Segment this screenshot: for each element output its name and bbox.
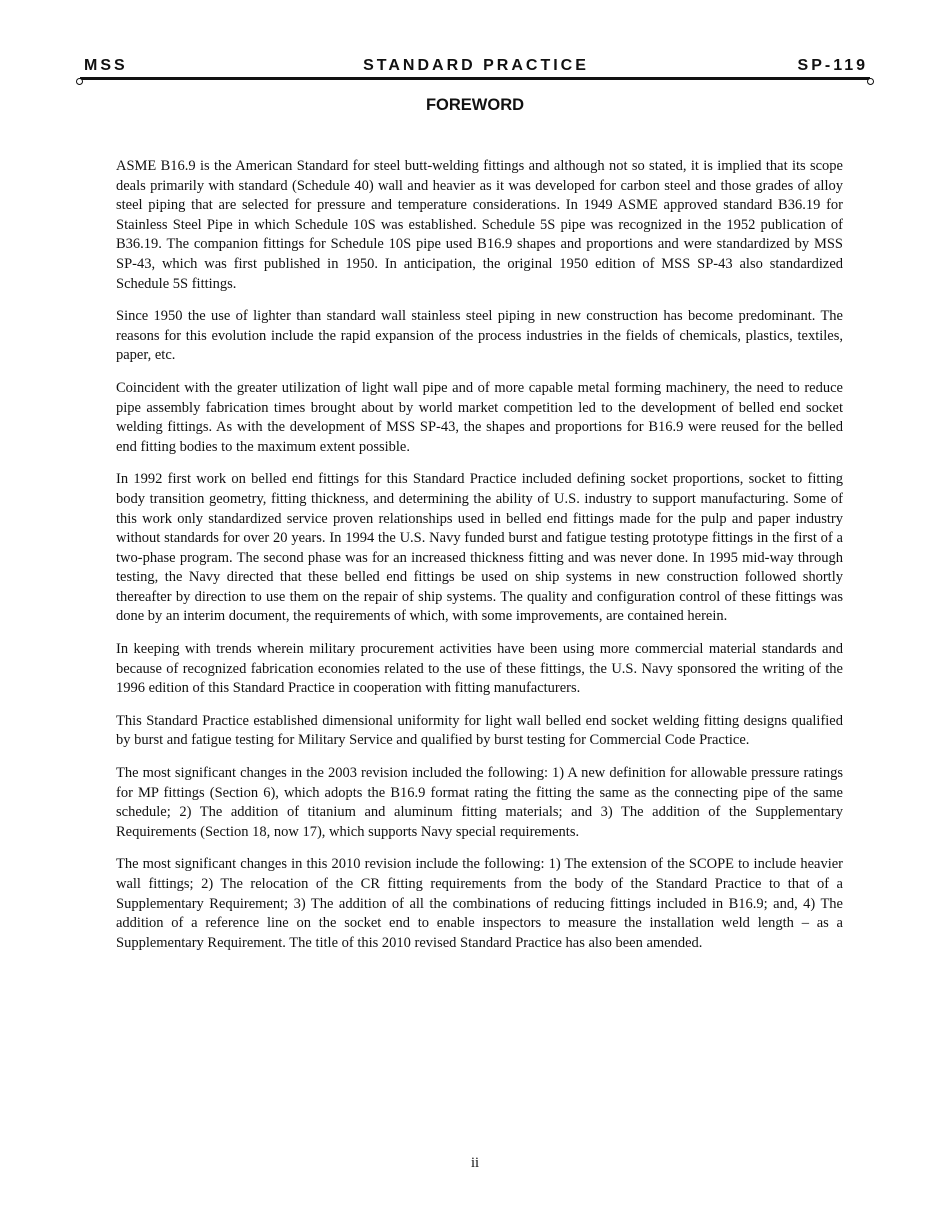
foreword-body <box>116 157 843 966</box>
header-document-type: STANDARD PRACTICE <box>363 57 589 74</box>
page-number: ii <box>470 1155 480 1171</box>
header-organization: MSS <box>84 57 128 74</box>
paragraph: ASME B16.9 is the American Standard for steel butt-welding fittings and although not so stated, it is implied that its scope deals primarily with standard (Schedule 40) wall and heavier as it was developed for carbon steel and those grades of alloy steel piping that are selected for pressure and temperature considerations. In 1949 ASME approved standard B36.19 for Stainless Steel Pipe in which Schedule 10S was established. Schedule 5S pipe was recognized in the 1952 publication of B36.19. The companion fittings for Schedule 10S pipe used B16.9 shapes and proportions and were standardized by MSS SP-43, which was first published in 1950. In anticipation, the original 1950 edition of MSS SP-43 also standardized Schedule 5S fittings. <box>116 158 843 292</box>
page-title: FOREWORD <box>425 96 525 114</box>
paragraph: In 1992 first work on belled end fittings for this Standard Practice included defining socket proportions, socket to fitting body transition geometry, fitting thickness, and determining the ability of U.S. industry to support manufacturing. Some of this work only standardized service proven relationships used in belled end fittings made for the pulp and paper industry without standards for over 20 years. In 1994 the U.S. Navy funded burst and fatigue testing prototype fittings in the first of a two-phase program. The second phase was for an increased thickness fitting and was never done. In 1995 mid-way through testing, the Navy directed that these belled end fittings be used on ship systems in new construction followed shortly thereafter by direction to use them on the repair of ship systems. The quality and configuration control of these fittings was done by an interim document, the requirements of which, with some improvements, are contained herein. <box>116 471 843 625</box>
paragraph: Coincident with the greater utilization of light wall pipe and of more capable metal forming machinery, the need to reduce pipe assembly fabrication times brought about by world market competition led to the development of belled end socket welding fittings. As with the development of MSS SP-43, the shapes and proportions for B16.9 were reused for the belled end fitting bodies to the maximum extent possible. <box>116 379 843 455</box>
paragraph: Since 1950 the use of lighter than standard wall stainless steel piping in new construction has become predominant. The reasons for this evolution include the rapid expansion of the process industries in the fields of chemicals, plastics, textiles, paper, etc. <box>116 308 843 364</box>
header-rule <box>80 77 870 80</box>
paragraph: The most significant changes in the 2003 revision included the following: 1) A new definition for allowable pressure ratings for MP fittings (Section 6), which adopts the B16.9 format rating the fitting the same as the connecting pipe of the same schedule; 2) The addition of titanium and aluminum fitting materials; and 3) The addition of the Supplementary Requirements (Section 18, now 17), which supports Navy special requirements. <box>116 765 843 840</box>
header-document-number: SP-119 <box>797 57 868 74</box>
paragraph: The most significant changes in this 2010 revision include the following: 1) The extension of the SCOPE to include heavier wall fittings; 2) The relocation of the CR fitting requirements from the body of the Standard Practice to that of a Supplementary Requirement; 3) The addition of all the combinations of reducing fittings included in B16.9; and, 4) The addition of a reference line on the socket end to enable inspectors to measure the installation weld length – as a Supplementary Requirement. The title of this 2010 revised Standard Practice has also been amended. <box>116 856 843 951</box>
paragraph: This Standard Practice established dimensional uniformity for light wall belled end socket welding fitting designs qualified by burst and fatigue testing for Military Service and qualified by burst testing for Commercial Code Practice. <box>116 712 843 749</box>
paragraph: In keeping with trends wherein military procurement activities have been using more commercial material standards and because of recognized fabrication economies related to the use of these fittings, the U.S. Navy sponsored the writing of the 1996 edition of this Standard Practice in cooperation with fitting manufacturers. <box>116 641 843 697</box>
